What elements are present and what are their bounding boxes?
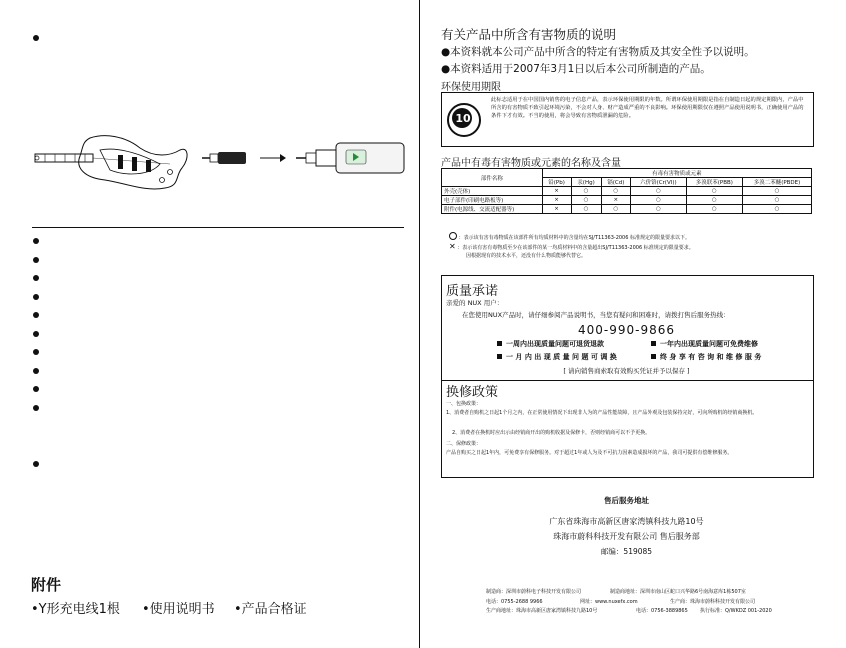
eco-period-icon bbox=[447, 103, 481, 137]
table-cell: ○ bbox=[631, 205, 687, 214]
bullet-dot bbox=[33, 275, 39, 281]
accessory-item: •使用说明书 bbox=[142, 602, 215, 617]
service-company: 珠海市蔚科科技开发有限公司 售后服务部 bbox=[553, 532, 700, 541]
exchange-text: 产品自购买之日起1年内，可免费享有保修服务。对于超过1年或人为及不可抗力因素造成损坏的产品，我司可提供有偿维修服务。 bbox=[446, 450, 733, 456]
table-header-cell: 六价铬(Cr(VI)) bbox=[631, 178, 687, 187]
accessory-item: •产品合格证 bbox=[234, 602, 307, 617]
bullet-dot bbox=[33, 331, 39, 337]
table-note-text: ：表示该有害有毒物质在该部件所有均质材料中的含量均在SJ/T11363-2006 标准规定的限量要求以下。 bbox=[458, 235, 691, 241]
square-bullet-icon bbox=[651, 354, 656, 359]
table-header-cell: 多溴联苯(PBB) bbox=[686, 178, 742, 187]
table-cell: ○ bbox=[631, 187, 687, 196]
env-text: 此标志适用于在中国国内销售的电子信息产品，表示环保使用期限的年数。所谓环保使用期限是指在自制造日起的规定期限内，产品中所含的有害物质不致引起环境污染，不会对人身、财产造成严重的不良影响。环保使用期限仅在遵照产品使用说明书，正确使用产品的条件下才有效。不当的使用，将会导致有害物质泄漏的危险。 bbox=[491, 97, 804, 119]
bullet-dot bbox=[33, 405, 39, 411]
table-cell: ○ bbox=[601, 205, 631, 214]
quality-item bbox=[497, 352, 617, 362]
section-rule bbox=[32, 227, 404, 228]
table-cell: ○ bbox=[742, 196, 811, 205]
table-header-group: 有毒有害物质或元素 bbox=[542, 169, 811, 178]
quality-item bbox=[651, 339, 758, 349]
bullet-dot bbox=[33, 368, 39, 374]
quality-item bbox=[497, 339, 604, 349]
table-cell: ○ bbox=[571, 196, 601, 205]
env-title: 环保使用期限 bbox=[441, 82, 501, 93]
square-bullet-icon bbox=[497, 341, 502, 346]
quality-title: 质量承诺 bbox=[446, 284, 499, 299]
table-note bbox=[449, 232, 690, 241]
table-cell: ○ bbox=[742, 187, 811, 196]
footer-text: 电话：0755-2688 9966 bbox=[486, 599, 543, 605]
bullet-dot bbox=[33, 238, 39, 244]
bullet-dot bbox=[33, 349, 39, 355]
bullet-dot bbox=[33, 294, 39, 300]
table-title: 产品中有毒有害物质或元素的名称及含量 bbox=[441, 158, 621, 169]
table-cell: ○ bbox=[631, 196, 687, 205]
table-cell: ○ bbox=[742, 205, 811, 214]
table-row bbox=[442, 196, 812, 205]
footer-text: 制造商：深圳市蔚科电子科技开发有限公司 bbox=[486, 589, 582, 595]
eco-period-number: 10 bbox=[455, 112, 471, 125]
cross-icon: ✕ bbox=[449, 242, 456, 251]
table-cell: ○ bbox=[686, 196, 742, 205]
table-cell: × bbox=[542, 196, 571, 205]
table-note bbox=[449, 242, 694, 251]
table-row-label: 外壳(壳体) bbox=[442, 187, 543, 196]
footer-text: 网址：www.nuxefx.com bbox=[580, 599, 638, 605]
guitar-wireless-illustration bbox=[30, 128, 415, 198]
square-bullet-icon bbox=[497, 354, 502, 359]
hazard-line: ●本资料适用于2007年3月1日以后本公司所制造的产品。 bbox=[441, 63, 711, 75]
table-header-cell: 多溴二苯醚(PBDE) bbox=[742, 178, 811, 187]
table-row-label: 电子部件(印刷电路板等) bbox=[442, 196, 543, 205]
quality-item-text: 一 月 内 出 现 质 量 问 题 可 调 换 bbox=[506, 353, 617, 361]
hazard-line: ●本资料就本公司产品中所含的特定有害物质及其安全性予以说明。 bbox=[441, 46, 755, 58]
table-note-text: ：表示该有害有毒物质至少在该部件的某一均质材料中的含量超出SJ/T11363-2006 标准规定的限量要求。 bbox=[457, 245, 694, 251]
hazard-title: 有关产品中所含有害物质的说明 bbox=[441, 27, 617, 42]
table-cell: ○ bbox=[571, 187, 601, 196]
footer-text: 生产商：珠海市蔚科科技开发有限公司 bbox=[670, 599, 756, 605]
square-bullet-icon bbox=[651, 341, 656, 346]
quality-intro: 在您使用NUX产品时，请仔细参阅产品说明书，当您有疑问和困难时，请拨打售后服务热线： bbox=[462, 311, 730, 319]
exchange-text: 1、消费者自购机之日起1个月之内，在正常使用情况下出现非人为的产品性能故障，且产品外观及包装保持完好，可向所购机的经销商换机。 bbox=[446, 410, 758, 416]
service-address: 广东省珠海市高新区唐家湾镇科技九路10号 bbox=[549, 517, 704, 526]
bullet-dot bbox=[33, 257, 39, 263]
footer-text: 生产商地址：珠海市高新区唐家湾镇科技九路10号 bbox=[486, 608, 598, 614]
exchange-section: 二、保修政策： bbox=[446, 441, 482, 447]
bullet-dot bbox=[33, 386, 39, 392]
table-cell: ○ bbox=[601, 187, 631, 196]
accessory-item: •Y形充电线1根 bbox=[31, 602, 120, 617]
footer-text: 制造商地址：深圳市南山区蛇口兴华路6号南海意库1栋507室 bbox=[610, 589, 746, 595]
table-cell: × bbox=[542, 205, 571, 214]
bullet-dot bbox=[33, 312, 39, 318]
table-header-cell: 镉(Cd) bbox=[601, 178, 631, 187]
hotline-number: 400-990-9866 bbox=[577, 323, 675, 337]
table-cell: ○ bbox=[686, 187, 742, 196]
circle-icon bbox=[449, 232, 457, 240]
accessories-title: 附件 bbox=[31, 576, 62, 594]
substance-table bbox=[441, 168, 812, 214]
table-cell: × bbox=[542, 187, 571, 196]
table-cell: ○ bbox=[686, 205, 742, 214]
quality-item-text: 终 身 享 有 咨 询 和 维 修 服 务 bbox=[660, 353, 762, 361]
service-zip: 邮编：519085 bbox=[600, 547, 653, 556]
quality-greeting: 亲爱的 NUX 用户： bbox=[446, 299, 504, 307]
table-note-text: 因根据现有的技术水平，还没有什么物质能够代替它。 bbox=[466, 253, 587, 259]
footer-text: 执行标准：Q/WKDZ 001-2020 bbox=[700, 608, 772, 614]
table-row bbox=[442, 205, 812, 214]
bullet-dot bbox=[33, 35, 39, 41]
table-header-cell: 汞(Hg) bbox=[571, 178, 601, 187]
service-title: 售后服务地址 bbox=[604, 496, 649, 505]
exchange-text: 2、消费者在换机时应出示由经销商开出的购机收据及保修卡，否则经销商可以不予更换。 bbox=[452, 430, 651, 436]
page-divider bbox=[419, 0, 420, 648]
quality-item-text: 一周内出现质量问题可退货退款 bbox=[506, 340, 604, 348]
table-row-label: 附件(电源线、交流适配器等) bbox=[442, 205, 543, 214]
table-header-cell: 铅(Pb) bbox=[542, 178, 571, 187]
bullet-dot bbox=[33, 461, 39, 467]
table-cell: ○ bbox=[571, 205, 601, 214]
table-row bbox=[442, 187, 812, 196]
receipt-note: [ 请向销售商索取有效购买凭证并予以保存 ] bbox=[563, 367, 690, 375]
table-cell: × bbox=[601, 196, 631, 205]
table-header-part: 部件名称 bbox=[442, 169, 543, 187]
exchange-section: 一、包换政策： bbox=[446, 401, 482, 407]
quality-item-text: 一年内出现质量问题可免费维修 bbox=[660, 340, 758, 348]
quality-item bbox=[651, 352, 761, 362]
exchange-title: 换修政策 bbox=[446, 385, 499, 400]
footer-text: 电话：0756-3889865 bbox=[636, 608, 688, 614]
